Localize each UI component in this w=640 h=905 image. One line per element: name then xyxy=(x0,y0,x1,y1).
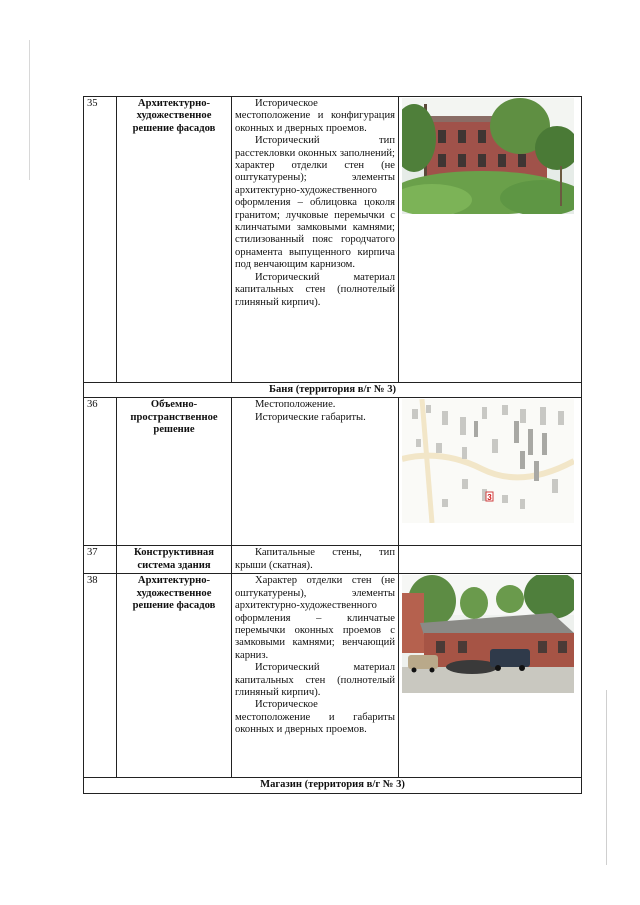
map-marker-label: 3 xyxy=(487,493,492,503)
description-paragraph: Историческое местоположение и конфигурация оконных и дверных проемов. xyxy=(235,98,395,134)
element-name: Объемно-пространственное решение xyxy=(117,398,232,546)
section-row xyxy=(84,778,582,793)
description-paragraph: Характер отделки стен (не оштукатурены), элементы архитектурно-художественного оформления – клинчатые перемычки оконных проемов с замковыми камнями; венчающий карниз. xyxy=(235,575,395,661)
description-paragraph: Исторические габариты. xyxy=(255,411,366,423)
scan-edge-line-right xyxy=(606,690,607,865)
map-cell xyxy=(399,398,582,546)
description-paragraph: Местоположение. xyxy=(255,399,336,411)
empty-cell xyxy=(399,546,582,574)
element-name: Архитектурно-художественное решение фасадов xyxy=(117,97,232,383)
element-description xyxy=(232,97,399,383)
heritage-table xyxy=(83,96,582,794)
scan-edge-line-left xyxy=(29,40,30,180)
table-row xyxy=(84,97,582,383)
element-description xyxy=(232,546,399,574)
row-number: 37 xyxy=(84,546,117,574)
bathhouse-photo xyxy=(402,575,574,693)
row-number: 36 xyxy=(84,398,117,546)
table-row xyxy=(84,574,582,778)
element-name: Конструктивная система здания xyxy=(117,546,232,574)
description-paragraph: Исторический материал капитальных стен (полнотелый глиняный кирпич). xyxy=(235,271,395,308)
table-row xyxy=(84,546,582,574)
photo-cell xyxy=(399,97,582,383)
element-description xyxy=(232,398,399,546)
site-plan-map xyxy=(402,399,574,523)
row-number: 38 xyxy=(84,574,117,778)
description-paragraph: Историческое местоположение и габариты оконных и дверных проемов. xyxy=(235,699,395,736)
table-row xyxy=(84,398,582,546)
element-description xyxy=(232,574,399,778)
section-row xyxy=(84,383,582,398)
section-heading-magazin: Магазин (территория в/г № 3) xyxy=(84,778,582,793)
brick-building-photo xyxy=(402,98,574,214)
row-number: 35 xyxy=(84,97,117,383)
photo-cell xyxy=(399,574,582,778)
description-paragraph: Капитальные стены, тип крыши (скатная). xyxy=(235,547,395,571)
element-name: Архитектурно-художественное решение фасадов xyxy=(117,574,232,778)
section-heading-banya: Баня (территория в/г № 3) xyxy=(84,383,582,398)
description-paragraph: Исторический материал капитальных стен (полнотелый глиняный кирпич). xyxy=(235,662,395,699)
description-paragraph: Исторический тип расстекловки оконных заполнений; характер отделки стен (не оштукатурены); элементы архитектурно-художественного оформления – облицовка цоколя гранитом; лучковые перемычки с клинчатыми замковыми камнями; стилизованный пояс городчатого орнамента выпущенного кирпича под венчающим карнизом. xyxy=(235,135,395,271)
